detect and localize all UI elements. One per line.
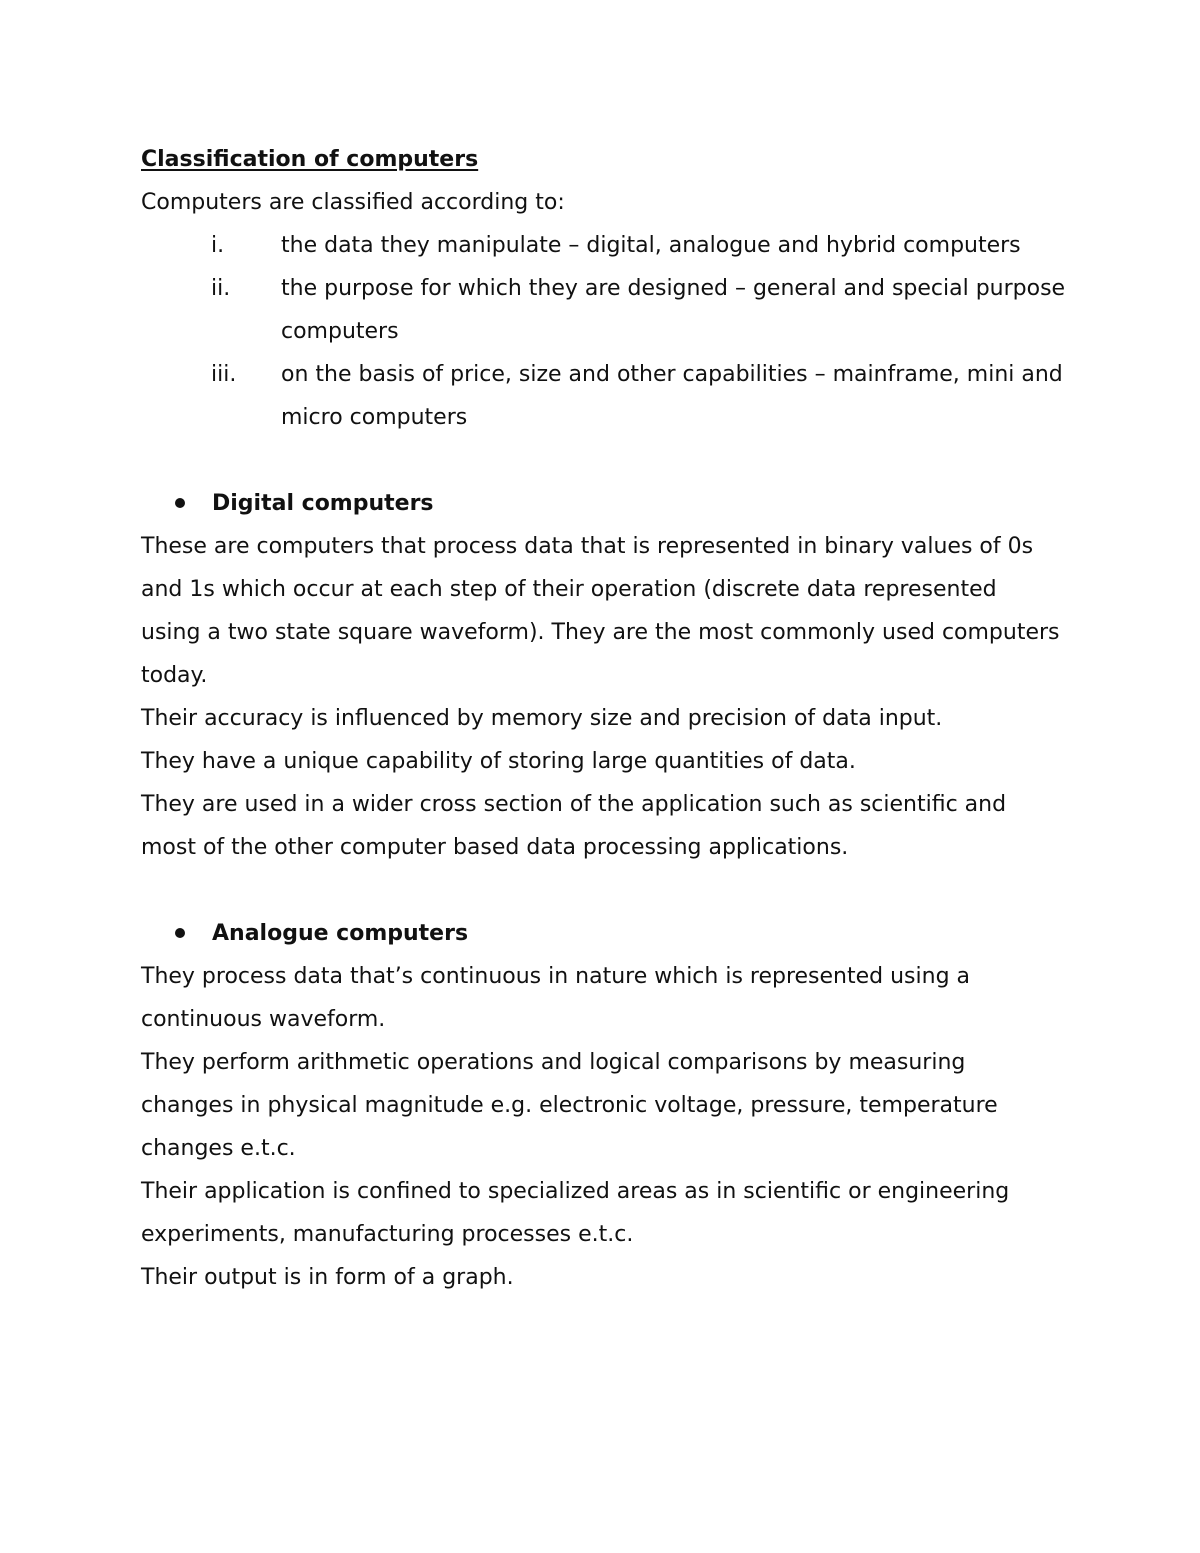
digital-section: [141, 482, 1061, 869]
list-item-number: i.: [211, 233, 225, 258]
list-item: [141, 224, 1081, 267]
paragraph: Their output is in form of a graph.: [141, 1265, 514, 1290]
paragraph: They have a unique capability of storing large quantities of data.: [141, 749, 856, 774]
document-page: [141, 138, 1066, 1299]
list-item-text: on the basis of price, size and other capabilities – mainframe, mini and micro computers: [281, 362, 1063, 430]
section-heading: [141, 482, 1061, 525]
paragraph: Their accuracy is influenced by memory size and precision of data input.: [141, 706, 943, 731]
analogue-section: [141, 912, 1061, 1299]
bullet-icon: [175, 498, 185, 508]
section-heading-text: Analogue computers: [212, 921, 469, 946]
list-item-text: the data they manipulate – digital, analogue and hybrid computers: [281, 233, 1021, 258]
paragraph: They are used in a wider cross section of the application such as scientific and most of the other computer based data processing applications.: [141, 792, 1007, 860]
paragraph: Their application is confined to specialized areas as in scientific or engineering experiments, manufacturing processes e.t.c.: [141, 1179, 1010, 1247]
list-item-number: iii.: [211, 362, 237, 387]
intro-text: Computers are classified according to:: [141, 190, 565, 215]
list-item-number: ii.: [211, 276, 231, 301]
paragraph: They process data that’s continuous in nature which is represented using a continuous waveform.: [141, 964, 971, 1032]
list-item-text: the purpose for which they are designed – general and special purpose computers: [281, 276, 1066, 344]
paragraph: They perform arithmetic operations and logical comparisons by measuring changes in physical magnitude e.g. electronic voltage, pressure, temperature changes e.t.c.: [141, 1050, 998, 1161]
section-heading: [141, 912, 1061, 955]
bullet-icon: [175, 928, 185, 938]
document-title: Classification of computers: [141, 147, 479, 172]
list-item: [141, 353, 1081, 439]
classification-list: [141, 224, 1066, 439]
section-heading-text: Digital computers: [212, 491, 434, 516]
list-item: [141, 267, 1081, 353]
paragraph: These are computers that process data that is represented in binary values of 0s and 1s which occur at each step of their operation (discrete data represented using a two state square waveform). They are the most commonly used computers today.: [141, 534, 1060, 688]
